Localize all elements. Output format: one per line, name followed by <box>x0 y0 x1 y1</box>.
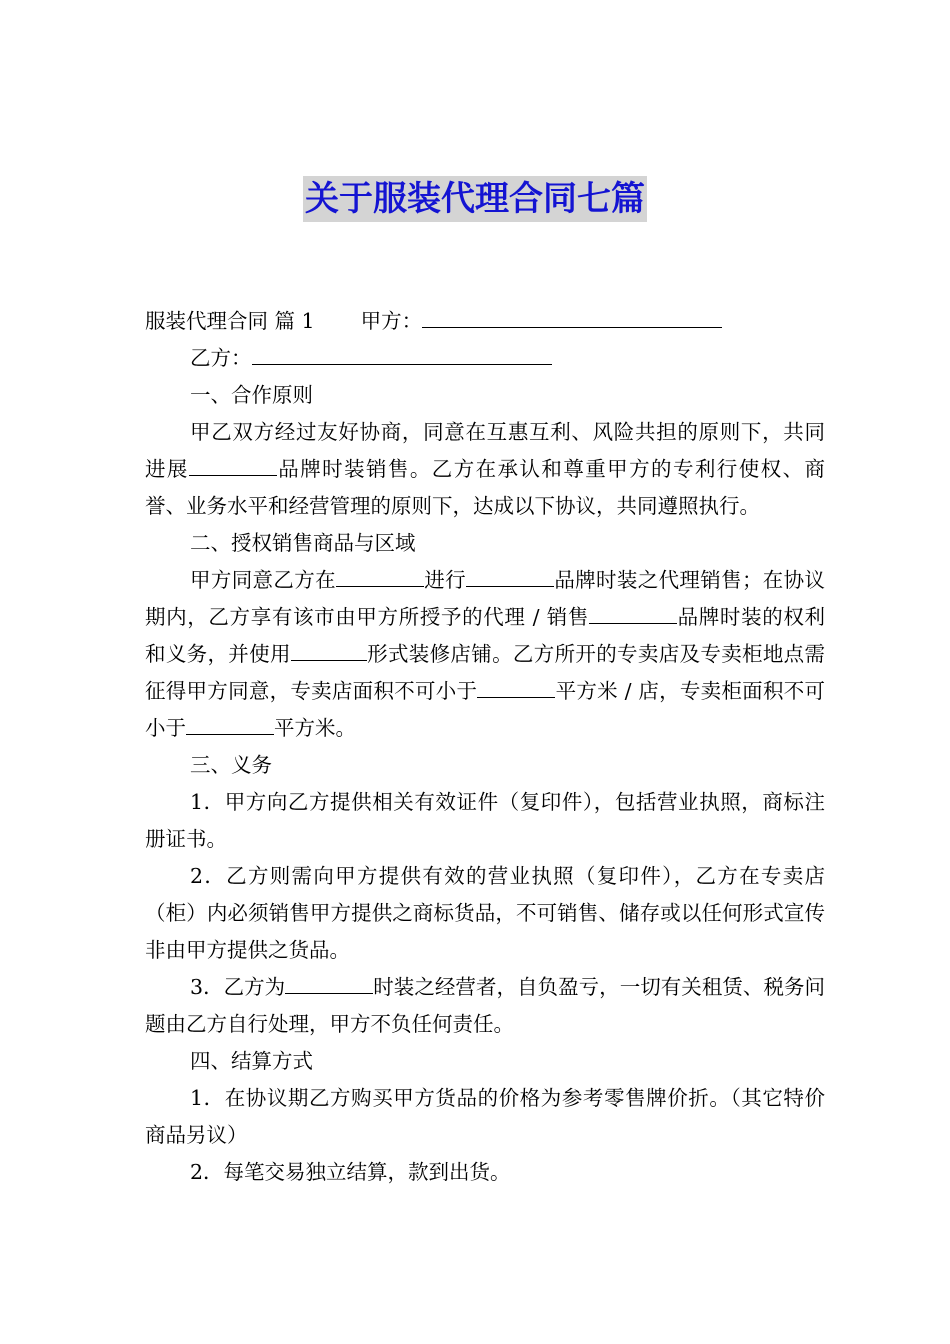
document-body <box>145 303 825 1191</box>
text-run: 品牌时装之代理销售；在协议期内，乙方享有该市由甲方所授予的代理 / 销售 <box>145 568 826 629</box>
party-b-blank <box>252 342 552 365</box>
section-1-paragraph <box>145 414 825 525</box>
brand-blank <box>466 564 554 587</box>
section-4-title: 四、结算方式 <box>190 1049 313 1073</box>
text-run: 甲方同意乙方在 <box>190 568 336 592</box>
section-3-item-3 <box>145 969 825 1043</box>
party-b-line <box>145 340 825 377</box>
brand-blank <box>589 601 677 624</box>
brand-blank <box>285 971 373 994</box>
text-run: 进行 <box>423 568 466 592</box>
section-3-item-1: 1．甲方向乙方提供相关有效证件（复印件），包括营业执照，商标注册证书。 <box>145 790 825 851</box>
section-4-item-1: 1．在协议期乙方购买甲方货品的价格为参考零售牌价折。（其它特价商品另议） <box>145 1086 825 1147</box>
brand-blank <box>189 453 277 476</box>
party-b-label: 乙方： <box>190 346 252 370</box>
title-container <box>0 176 950 222</box>
document-title: 关于服装代理合同七篇 <box>303 176 647 222</box>
counter-area-blank <box>186 712 274 735</box>
text-run: 形式装修店铺。乙方所开的专卖店及专卖柜地点需征得甲方同意，专卖店面积不可小于 <box>145 642 826 703</box>
text-run: 时装之经营者，自负盈亏，一切有关租赁、税务问题由乙方自行处理，甲方不负任何责任。 <box>145 975 826 1036</box>
text-run: 平方米。 <box>274 716 356 740</box>
section-2-paragraph <box>145 562 825 747</box>
decoration-form-blank <box>291 638 367 661</box>
contract-header-line <box>145 303 825 340</box>
section-3-item-2: 2．乙方则需向甲方提供有效的营业执照（复印件），乙方在专卖店（柜）内必须销售甲方提供之商标货品，不可销售、储存或以任何形式宣传非由甲方提供之货品。 <box>145 864 825 962</box>
section-1-title: 一、合作原则 <box>190 383 313 407</box>
text-run: 品牌时装销售。乙方在承认和尊重甲方的专利行使权、商誉、业务水平和经营管理的原则下，达成以下协议，共同遵照执行。 <box>145 457 826 518</box>
store-area-blank <box>477 675 555 698</box>
region-blank <box>336 564 424 587</box>
section-4-item-2: 2．每笔交易独立结算，款到出货。 <box>190 1160 511 1184</box>
contract-heading: 服装代理合同 篇 1 <box>145 309 315 333</box>
party-a-blank <box>422 305 722 328</box>
section-3-title: 三、义务 <box>190 753 272 777</box>
section-2-title: 二、授权销售商品与区域 <box>190 531 416 555</box>
text-run: 品牌时装的权利和义务，并使用 <box>145 605 825 666</box>
text-run: 平方米 / 店，专卖柜面积不可小于 <box>145 679 825 740</box>
text-run: 甲乙双方经过友好协商，同意在互惠互利、风险共担的原则下，共同进展 <box>145 420 825 481</box>
party-a-label: 甲方： <box>360 309 423 333</box>
text-run: 3．乙方为 <box>190 975 286 999</box>
